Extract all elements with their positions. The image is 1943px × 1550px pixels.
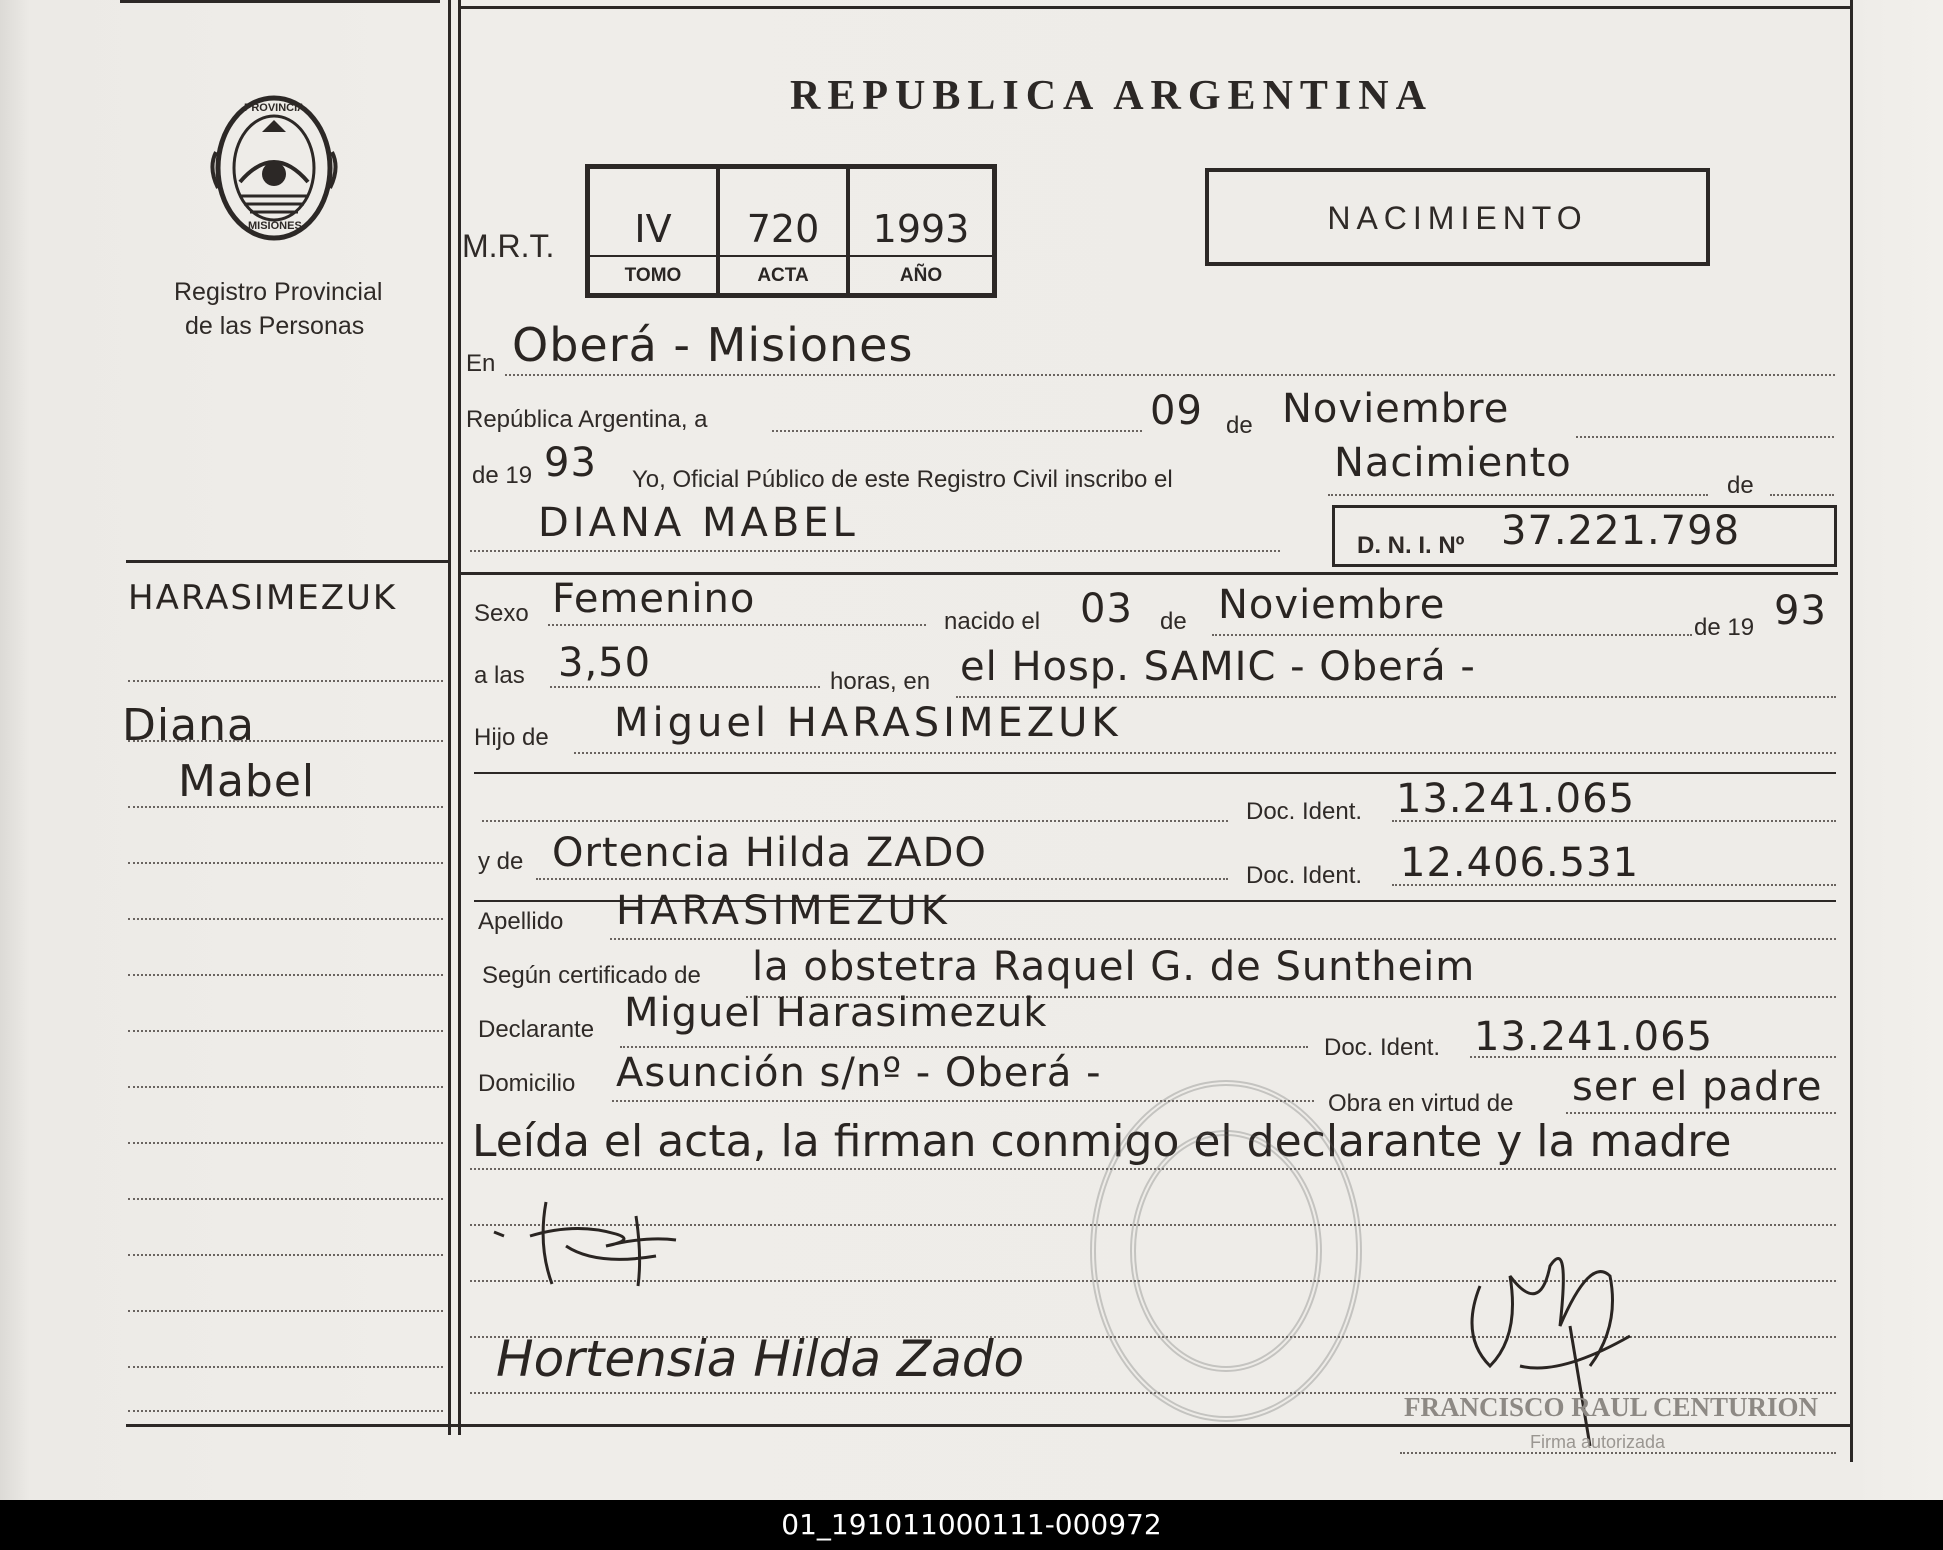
official-stamp-sub: Firma autorizada [1530,1432,1666,1452]
republica-line [772,430,1142,432]
birth-year-suffix: 93 [1774,588,1827,634]
day-de-label: de [1226,412,1253,439]
month-line [1576,436,1834,438]
declarante-line [620,1046,1308,1048]
top-rule-left [120,0,440,3]
birth-de-label: de [1160,608,1187,635]
margin-line-3 [128,806,443,808]
segun-label: Según certificado de [482,962,701,989]
official-stamp: FRANCISCO RAUL CENTURION [1404,1392,1819,1422]
country-heading: REPUBLICA ARGENTINA [790,73,1433,119]
apellido-label: Apellido [478,908,564,935]
declarante-doc-label: Doc. Ident. [1324,1034,1441,1061]
inscribo-line [1328,494,1708,496]
place-line [956,696,1836,698]
dni-value: 37.221.798 [1501,508,1741,554]
apellido-value: HARASIMEZUK [616,888,951,934]
dni-label: D. N. I. Nº [1357,532,1465,559]
margin-line-2 [128,740,443,742]
domicilio-label: Domicilio [478,1070,576,1097]
margin-line-8 [128,1086,443,1088]
tomo-cell [588,167,718,295]
column-divider-inner [458,0,461,1435]
ano-label: AÑO [899,265,943,286]
margin-line-1 [128,680,443,682]
declarante-value: Miguel Harasimezuk [624,990,1048,1036]
father-rule [474,772,1836,774]
hijo-label: Hijo de [474,724,549,751]
father-doc: 13.241.065 [1396,776,1636,822]
seal-top-text: PROVINCIA [244,102,306,114]
obra-value: ser el padre [1572,1064,1823,1110]
sexo-label: Sexo [474,600,529,627]
certificado-value: la obstetra Raquel G. de Suntheim [752,944,1476,990]
registration-day: 09 [1150,388,1203,434]
de-label-2: de [1727,472,1754,499]
horas-label: horas, en [830,668,931,695]
acta-value: 720 [746,207,820,251]
record-type-box [1205,168,1710,266]
y-de-label: y de [478,848,524,875]
obra-line [1566,1112,1836,1114]
margin-line-9 [128,1142,443,1144]
ano-cell [848,167,994,295]
mother-doc: 12.406.531 [1400,840,1640,886]
declarante-doc: 13.241.065 [1474,1014,1714,1060]
acta-label: ACTA [757,265,809,286]
margin-line-7 [128,1030,443,1032]
registry-name-line1: Registro Provincial [174,278,383,306]
mother-line [536,878,1228,880]
mrt-label: M.R.T. [462,228,555,264]
mother-doc-line [1392,884,1836,886]
margin-line-6 [128,974,443,976]
apellido-line [610,938,1836,940]
registry-name-line2: de las Personas [185,312,365,340]
margin-given-1: Diana [122,700,255,751]
registration-year-suffix: 93 [544,440,597,486]
mother-name: Ortencia Hilda ZADO [552,830,987,876]
father-name: Miguel HARASIMEZUK [614,700,1122,746]
father-line-2 [482,820,1228,822]
year-prefix-label: de 19 [472,462,533,489]
image-id-footer: 01_191011000111-000972 [0,1500,1943,1550]
en-label: En [466,350,496,377]
father-doc-line [1392,820,1836,822]
margin-line-5 [128,918,443,920]
official-line [1400,1452,1836,1454]
registered-name: DIANA MABEL [538,500,859,546]
birth-hour: 3,50 [558,640,652,686]
seal-bottom-text: MISIONES [248,220,302,232]
tomo-label: TOMO [624,265,682,286]
registration-month: Noviembre [1282,386,1510,432]
en-line [505,374,1835,376]
margin-line-10 [128,1198,443,1200]
margin-surname: HARASIMEZUK [128,578,398,618]
closing-text: Leída el acta, la firman conmigo el declarante y la madre [472,1116,1732,1167]
father-doc-label: Doc. Ident. [1246,798,1363,825]
margin-line-11 [128,1254,443,1256]
sexo-value: Femenino [552,576,756,622]
top-rule-right [458,6,1850,9]
section-rule-right [458,572,1838,575]
birth-month: Noviembre [1218,582,1446,628]
birth-year-prefix: de 19 [1694,614,1755,641]
dni-box [1332,505,1837,567]
tomo-value: IV [634,207,672,251]
declarant-signature [486,1196,696,1292]
nacido-label: nacido el [944,608,1041,635]
margin-line-12 [128,1310,443,1312]
birth-month-line [1212,634,1692,636]
ano-value: 1993 [872,207,970,251]
margin-line-4 [128,862,443,864]
hour-line [550,686,820,688]
margin-line-14 [128,1410,443,1412]
declarante-doc-line [1470,1056,1836,1058]
record-ref-table [585,164,997,298]
margin-given-2: Mabel [178,756,316,807]
name-line [470,550,1280,552]
province-seal [210,92,338,244]
a-las-label: a las [474,662,525,689]
inscribo-value: Nacimiento [1334,440,1572,486]
de-line-2 [1770,494,1834,496]
republica-label: República Argentina, a [466,406,708,433]
acta-cell [718,167,848,295]
en-value: Oberá - Misiones [512,318,914,372]
birth-day: 03 [1080,586,1133,632]
column-divider [448,0,451,1435]
declarante-label: Declarante [478,1016,595,1043]
mother-signature: Hortensia Hilda Zado [496,1330,1025,1388]
obra-label: Obra en virtud de [1328,1090,1514,1117]
registry-stamp-inner [1130,1130,1322,1372]
sexo-line [548,624,926,626]
mother-doc-label: Doc. Ident. [1246,862,1363,889]
section-rule [126,560,448,563]
table-rule [588,255,994,257]
record-type-label: NACIMIENTO [1327,200,1588,236]
right-border [1850,0,1853,1462]
margin-line-13 [128,1366,443,1368]
domicilio-value: Asunción s/nº - Oberá - [616,1050,1102,1096]
birth-place: el Hosp. SAMIC - Oberá - [960,644,1476,690]
inscribo-label: Yo, Oficial Público de este Registro Civil inscribo el [632,466,1173,493]
father-line [574,752,1836,754]
